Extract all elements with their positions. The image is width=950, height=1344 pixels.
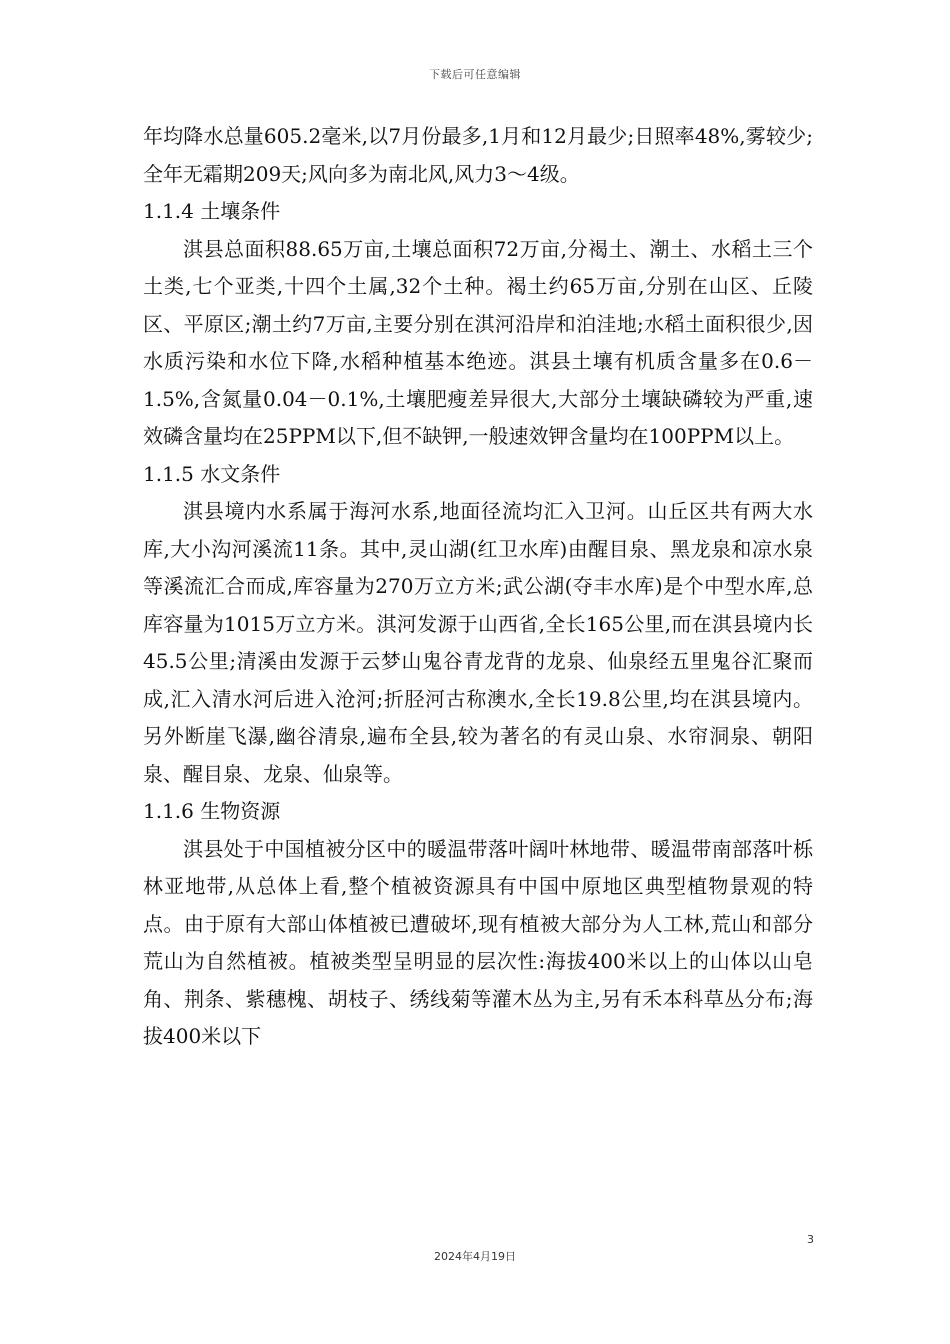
paragraph-hydrology: 淇县境内水系属于海河水系,地面径流均汇入卫河。山丘区共有两大水库,大小沟河溪流11条。其中,灵山湖(红卫水库)由醒目泉、黑龙泉和凉水泉等溪流汇合而成,库容量为270万立方米;武公湖(夺丰水库)是个中型水库,总库容量为1015万立方米。淇河发源于山西省,全长165公里,而在淇县境内长45.5公里;清溪由发源于云梦山鬼谷青龙背的龙泉、仙泉经五里鬼谷汇聚而成,汇入清水河后进入沧河;折胫河古称澳水,全长19.8公里,均在淇县境内。另外断崖飞瀑,幽谷清泉,遍布全县,较为著名的有灵山泉、水帘洞泉、朝阳泉、醒目泉、龙泉、仙泉等。 <box>143 499 813 786</box>
heading-soil-conditions: 1.1.4 土壤条件 <box>143 199 281 223</box>
paragraph-soil: 淇县总面积88.65万亩,土壤总面积72万亩,分褐土、潮土、水稻土三个土类,七个亚类,十四个土属,32个土种。褐土约65万亩,分别在山区、丘陵区、平原区;潮土约7万亩,主要分别在淇河沿岸和泊洼地;水稻土面积很少,因水质污染和水位下降,水稻种植基本绝迹。淇县土壤有机质含量多在0.6－1.5%,含氮量0.04－0.1%,土壤肥瘦差异很大,大部分土壤缺磷较为严重,速效磷含量均在25PPM以下,但不缺钾,一般速效钾含量均在100PPM以上。 <box>143 236 813 448</box>
document-body <box>143 118 813 1056</box>
page-header: 下载后可任意编辑 <box>429 68 521 81</box>
heading-hydrology-conditions: 1.1.5 水文条件 <box>143 461 281 486</box>
paragraph-climate: 年均降水总量605.2毫米,以7月份最多,1月和12月最少;日照率48%,雾较少;全年无霜期209天;风向多为南北风,风力3～4级。 <box>143 124 813 186</box>
page-number: 3 <box>807 1233 814 1246</box>
page-footer-date: 2024年4月19日 <box>434 1250 516 1263</box>
paragraph-biology: 淇县处于中国植被分区中的暖温带落叶阔叶林地带、暖温带南部落叶栎林亚地带,从总体上看,整个植被资源具有中国中原地区典型植物景观的特点。由于原有大部山体植被已遭破坏,现有植被大部分为人工林,荒山和部分荒山为自然植被。植被类型呈明显的层次性:海拔400米以上的山体以山皂角、荆条、紫穗槐、胡枝子、绣线菊等灌木丛为主,另有禾本科草丛分布;海拔400米以下 <box>143 836 813 1048</box>
heading-biological-resources: 1.1.6 生物资源 <box>143 799 281 823</box>
